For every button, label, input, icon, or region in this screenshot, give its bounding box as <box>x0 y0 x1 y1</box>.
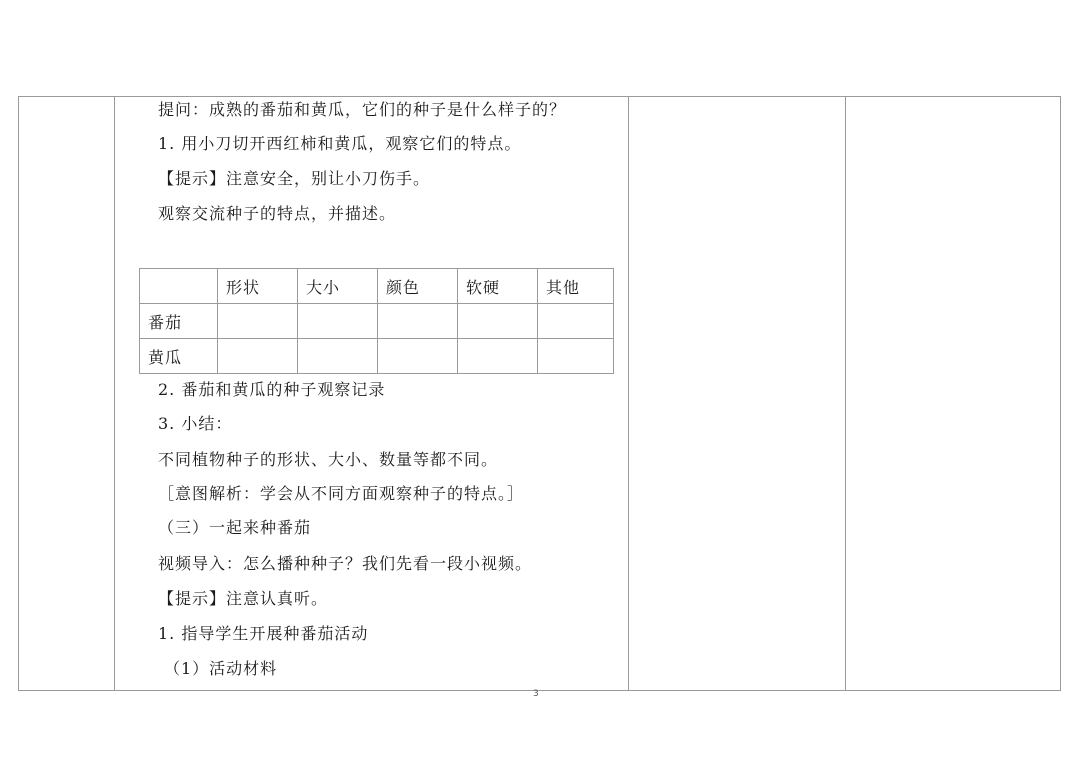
table-cell <box>298 304 378 339</box>
video-intro-text: 视频导入：怎么播种种子？我们先看一段小视频。 <box>158 554 533 573</box>
table-cell <box>218 339 298 374</box>
table-header-cell: 其他 <box>538 269 614 304</box>
question-text: 提问：成熟的番茄和黄瓜，它们的种子是什么样子的？ <box>158 100 567 119</box>
table-cell <box>378 339 458 374</box>
table-cell <box>538 339 614 374</box>
table-row-label: 番茄 <box>140 304 218 339</box>
column-divider-3 <box>845 96 846 691</box>
seed-observation-table <box>139 268 614 374</box>
table-cell <box>378 304 458 339</box>
table-row <box>140 304 614 339</box>
table-row-label: 黄瓜 <box>140 339 218 374</box>
table-header-cell: 颜色 <box>378 269 458 304</box>
table-cell <box>298 339 378 374</box>
column-divider-1 <box>114 96 115 691</box>
page-number: 3 <box>533 689 539 699</box>
step-1-text: 1. 用小刀切开西红柿和黄瓜，观察它们的特点。 <box>158 134 522 153</box>
step-3-text: 3. 小结： <box>158 414 233 433</box>
intent-text: ［意图解析：学会从不同方面观察种子的特点。］ <box>158 484 525 503</box>
table-header-cell <box>140 269 218 304</box>
tip-1-text: 【提示】注意安全，别让小刀伤手。 <box>158 169 431 188</box>
guide-1-text: 1. 指导学生开展种番茄活动 <box>158 624 369 643</box>
tip-2-text: 【提示】注意认真听。 <box>158 589 329 608</box>
summary-text: 不同植物种子的形状、大小、数量等都不同。 <box>158 450 499 469</box>
section-3-heading: （三）一起来种番茄 <box>158 518 312 537</box>
table-header-cell: 形状 <box>218 269 298 304</box>
step-2-text: 2. 番茄和黄瓜的种子观察记录 <box>158 380 386 399</box>
table-cell <box>458 339 538 374</box>
table-cell <box>218 304 298 339</box>
table-row <box>140 339 614 374</box>
materials-text: （1）活动材料 <box>164 659 278 678</box>
table-cell <box>538 304 614 339</box>
observe-text: 观察交流种子的特点，并描述。 <box>158 204 397 223</box>
table-header-cell: 大小 <box>298 269 378 304</box>
table-header-row <box>140 269 614 304</box>
table-cell <box>458 304 538 339</box>
table-header-cell: 软硬 <box>458 269 538 304</box>
column-divider-2 <box>628 96 629 691</box>
